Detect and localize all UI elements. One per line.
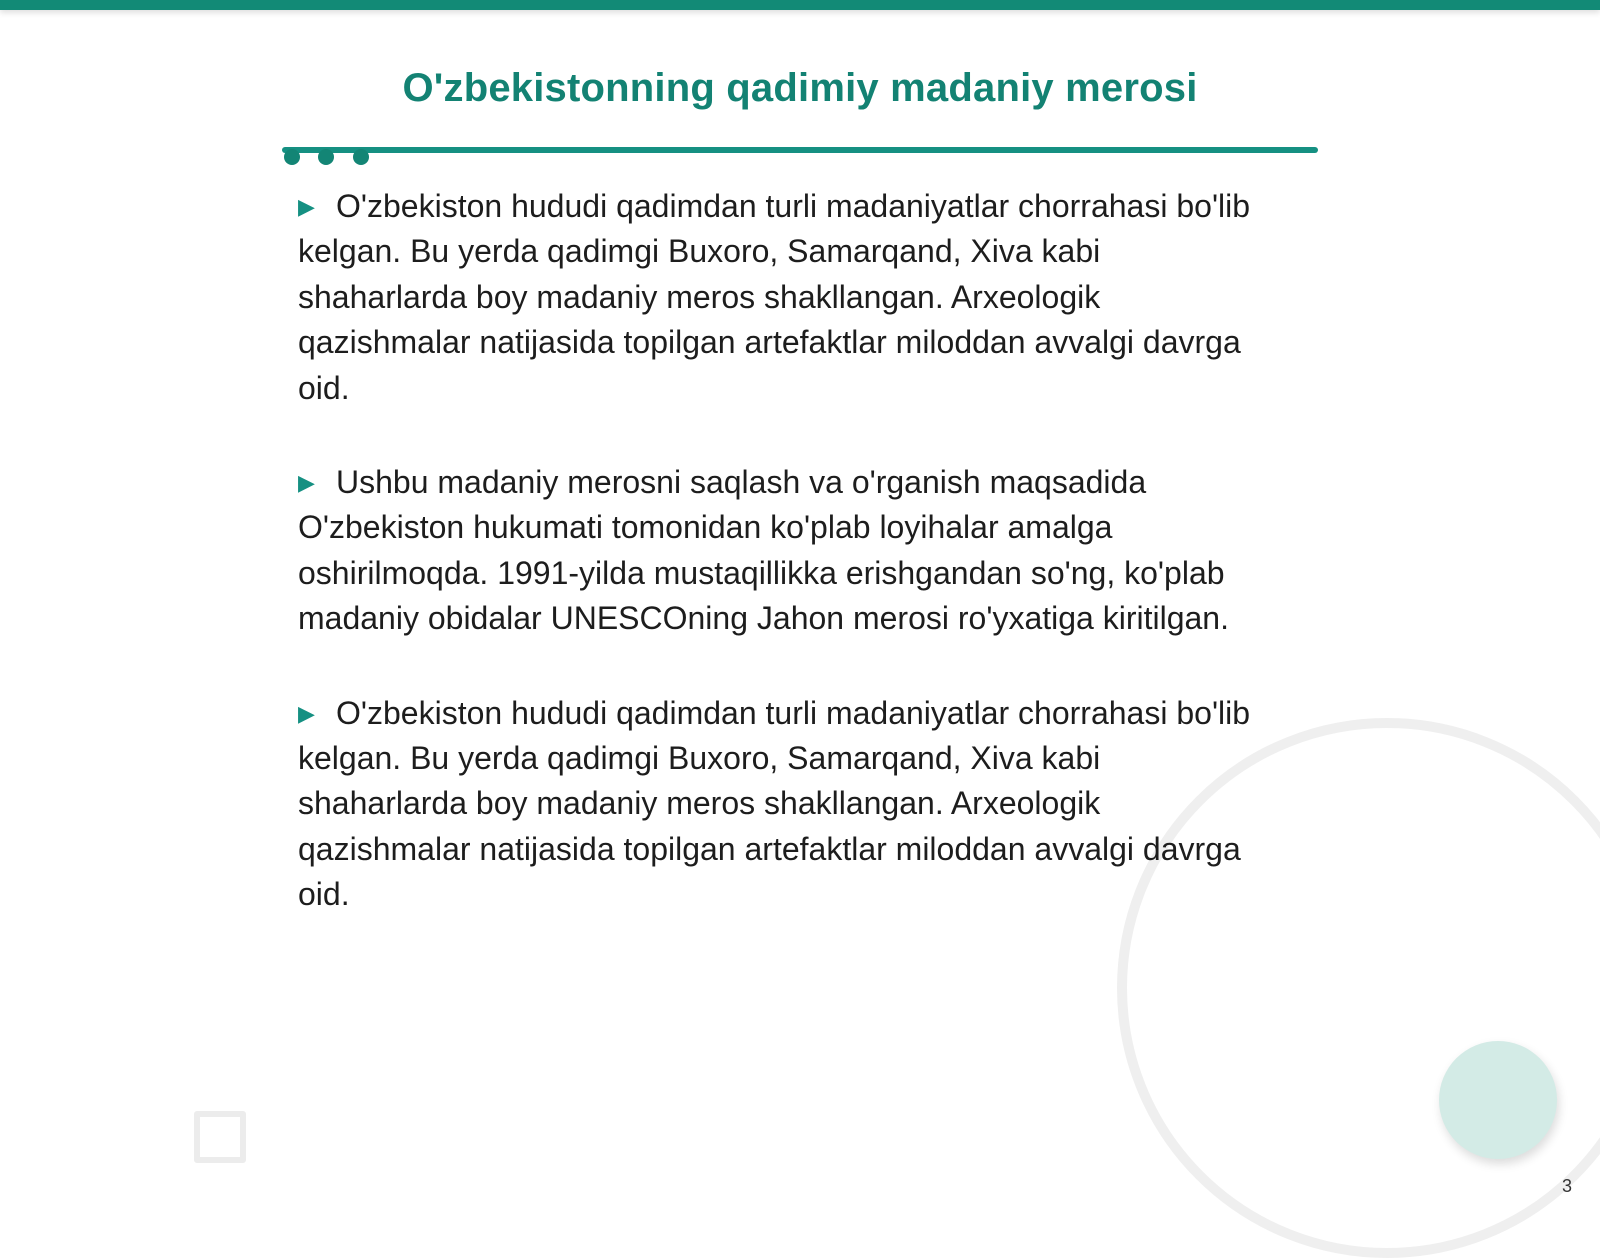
- slide-title: O'zbekistonning qadimiy madaniy merosi: [402, 66, 1198, 110]
- triangle-right-icon: ▶: [298, 470, 315, 496]
- page-number: 3: [1561, 1176, 1572, 1196]
- bullet-item: [298, 184, 1273, 411]
- decorative-square: [194, 1111, 246, 1163]
- bullet-item: [298, 691, 1273, 918]
- title-underline: [282, 147, 1318, 153]
- bullet-text: O'zbekiston hududi qadimdan turli madaniyatlar chorrahasi bo'lib kelgan. Bu yerda qadimgi Buxoro, Samarqand, Xiva kabi shaharlarda boy madaniy meros shakllangan. Arxeologik qazishmalar natijasida topilgan artefaktlar miloddan avvalgi davrga oid.: [298, 188, 1251, 406]
- bullet-list: [298, 184, 1273, 967]
- decorative-circle: [1439, 1041, 1557, 1159]
- triangle-right-icon: ▶: [298, 194, 315, 219]
- top-accent-bar: [0, 0, 1600, 10]
- rule-dot: [353, 149, 369, 165]
- bullet-text: Ushbu madaniy merosni saqlash va o'rganish maqsadida O'zbekiston hukumati tomonidan ko'plab loyihalar amalga oshirilmoqda. 1991-yilda mustaqillikka erishgandan so'ng, ko'plab madaniy obidalar UNESCOning Jahon merosi ro'yxatiga kiritilgan.: [298, 464, 1229, 637]
- rule-dot: [318, 149, 334, 165]
- triangle-right-icon: ▶: [298, 700, 315, 726]
- bullet-item: [298, 460, 1273, 642]
- bullet-text: O'zbekiston hududi qadimdan turli madaniyatlar chorrahasi bo'lib kelgan. Bu yerda qadimgi Buxoro, Samarqand, Xiva kabi shaharlarda boy madaniy meros shakllangan. Arxeologik qazishmalar natijasida topilgan artefaktlar miloddan avvalgi davrga oid.: [298, 694, 1251, 913]
- rule-dot: [284, 149, 300, 165]
